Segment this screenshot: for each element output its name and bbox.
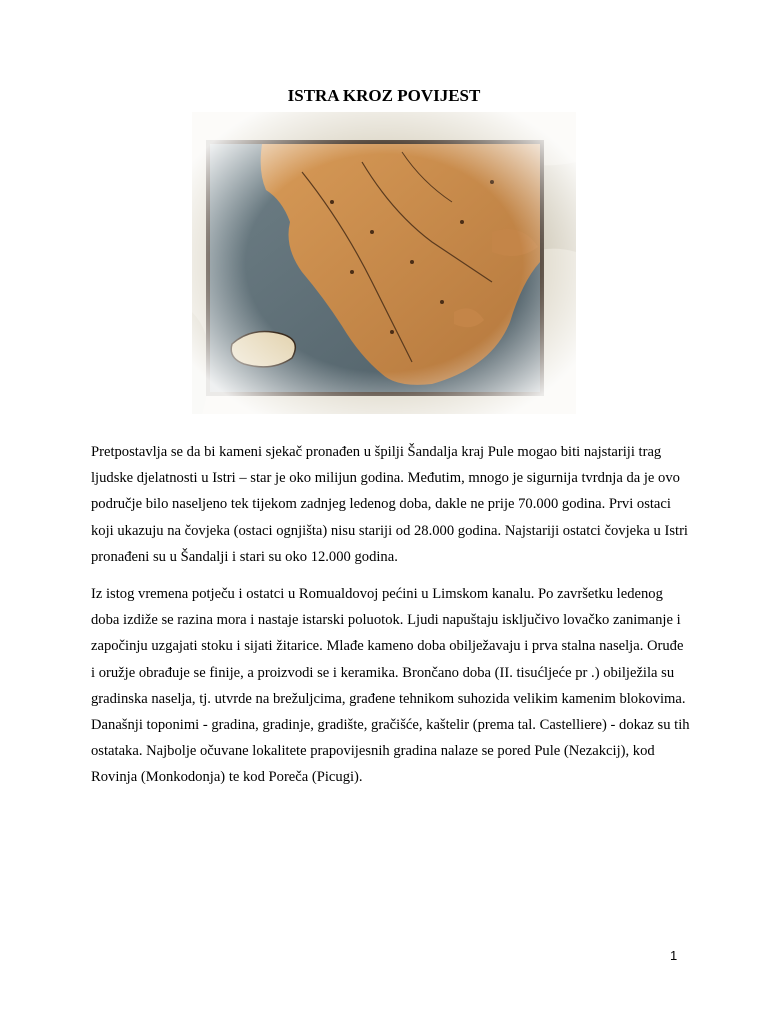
map-image [192, 112, 576, 414]
istria-map-icon [192, 112, 576, 414]
page-number: 1 [670, 948, 678, 963]
page-title: ISTRA KROZ POVIJEST [287, 86, 481, 105]
paragraph-2: Iz istog vremena potječu i ostatci u Romualdovoj pećini u Limskom kanalu. Po završetku ledenog doba izdiže se razina mora i nastaje istarski poluotok. Ljudi napuštaju isključivo lovačko zanimanje i započinju uzgajati stoku i sijati žitarice. Mlađe kameno doba obilježavaju i prva stalna naselja. Oruđe i oružje obrađuje se finije, a proizvodi se i keramika. Brončano doba (II. tisućljeće pr .) obilježila su gradinska naselja, tj. utvrde na brežuljcima, građene tehnikom suhozida velikim kamenim blokovima. Današnji toponimi - gradina, gradinje, gradište, gračišće, kaštelir (prema tal. Castelliere) - dokaz su tih ostataka. Najbolje očuvane lokalitete prapovijesnih gradina nalaze se pored Pule (Nezakcij), kod Rovinja (Monkodonja) te kod Poreča (Picugi). [91, 586, 690, 786]
paragraph-1: Pretpostavlja se da bi kameni sjekač pronađen u špilji Šandalja kraj Pule mogao biti najstariji trag ljudske djelatnosti u Istri – star je oko milijun godina. Međutim, mnogo je sigurnija tvrdnja da je ovo područje bilo naseljeno tek tijekom zadnjeg ledenog doba, dakle ne prije 70.000 godina. Prvi ostaci koji ukazuju na čovjeka (ostaci ognjišta) nisu stariji od 28.000 godina. Najstariji ostatci čovjeka u Istri pronađeni su u Šandalji i stari su oko 12.000 godina. [91, 444, 688, 565]
